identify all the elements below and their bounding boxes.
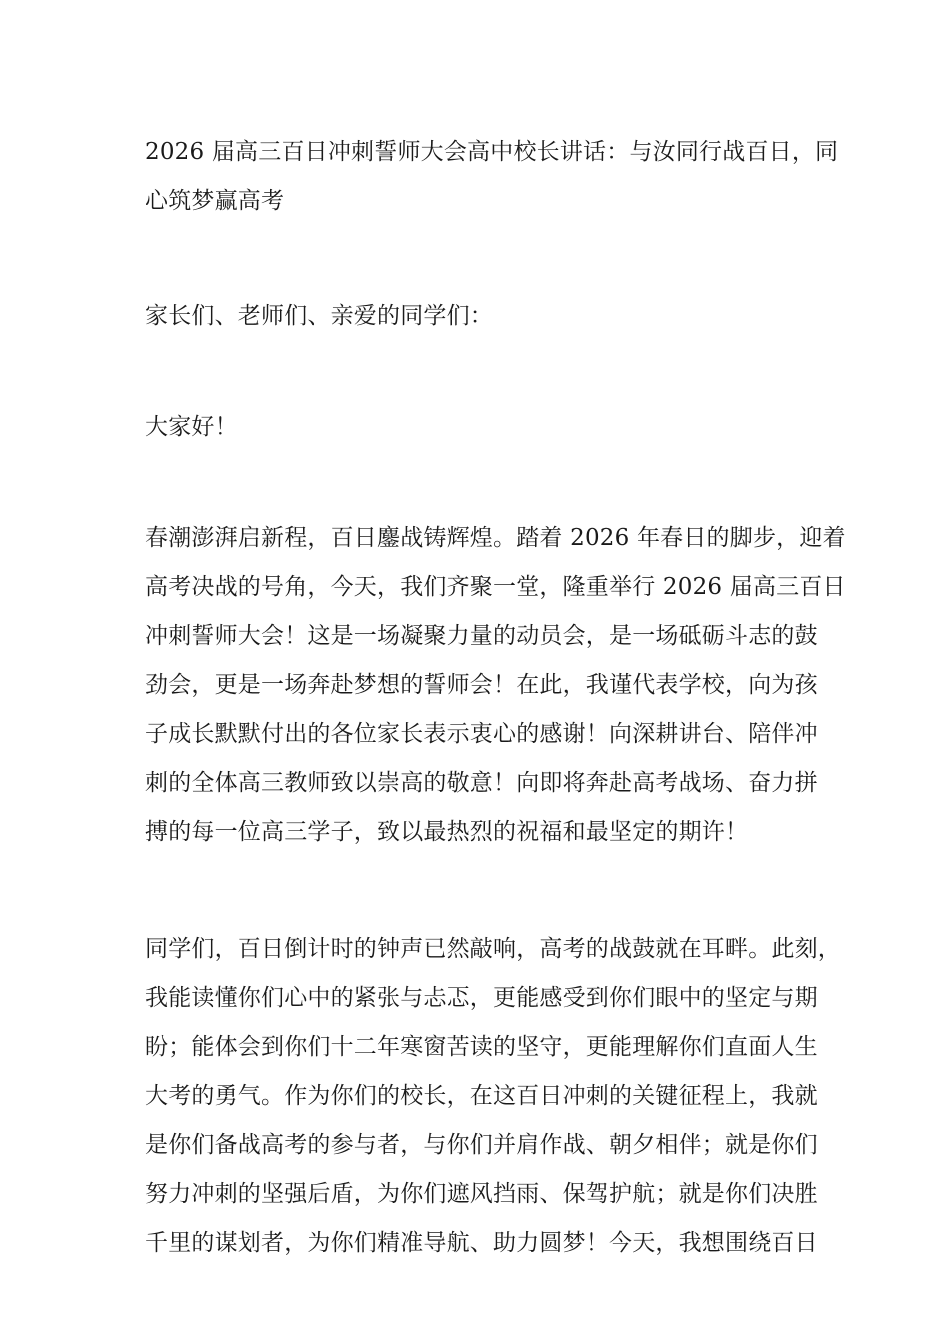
- paragraph-line: 同学们，百日倒计时的钟声已然敲响，高考的战鼓就在耳畔。此刻，: [145, 936, 841, 962]
- title-line: 2026 届高三百日冲刺誓师大会高中校长讲话：与汝同行战百日，同: [145, 139, 839, 165]
- salutation: [145, 292, 835, 341]
- title-line: 心筑梦赢高考: [145, 188, 285, 214]
- spacer: [145, 452, 835, 514]
- paragraph-line: 冲刺誓师大会！这是一场凝聚力量的动员会，是一场砥砺斗志的鼓: [145, 623, 818, 649]
- spacer: [145, 857, 835, 925]
- paragraph-line: 刺的全体高三教师致以崇高的敬意！向即将奔赴高考战场、奋力拼: [145, 770, 818, 796]
- paragraph-line: 高考决战的号角，今天，我们齐聚一堂，隆重举行 2026 届高三百日: [145, 574, 846, 600]
- paragraph-line: 大考的勇气。作为你们的校长，在这百日冲刺的关键征程上，我就: [145, 1083, 818, 1109]
- document-title: [145, 128, 839, 226]
- greeting-line: 大家好！: [145, 414, 238, 440]
- salutation-line: 家长们、老师们、亲爱的同学们：: [145, 303, 493, 329]
- paragraph-line: 春潮澎湃启新程，百日鏖战铸辉煌。踏着 2026 年春日的脚步，迎着: [145, 525, 846, 551]
- paragraph-line: 劲会，更是一场奔赴梦想的誓师会！在此，我谨代表学校，向为孩: [145, 672, 818, 698]
- paragraph-2: [145, 925, 841, 1268]
- spacer: [145, 341, 835, 403]
- paragraph-line: 我能读懂你们心中的紧张与忐忑，更能感受到你们眼中的坚定与期: [145, 985, 818, 1011]
- document-body: [145, 128, 846, 1268]
- paragraph-line: 千里的谋划者，为你们精准导航、助力圆梦！今天，我想围绕百日: [145, 1230, 818, 1256]
- paragraph-line: 是你们备战高考的参与者，与你们并肩作战、朝夕相伴；就是你们: [145, 1132, 818, 1158]
- greeting: [145, 403, 835, 452]
- paragraph-1: [145, 514, 846, 857]
- paragraph-line: 盼；能体会到你们十二年寒窗苦读的坚守，更能理解你们直面人生: [145, 1034, 818, 1060]
- paragraph-line: 搏的每一位高三学子，致以最热烈的祝福和最坚定的期许！: [145, 819, 749, 845]
- spacer: [145, 226, 835, 292]
- paragraph-line: 努力冲刺的坚强后盾，为你们遮风挡雨、保驾护航；就是你们决胜: [145, 1181, 818, 1207]
- paragraph-line: 子成长默默付出的各位家长表示衷心的感谢！向深耕讲台、陪伴冲: [145, 721, 818, 747]
